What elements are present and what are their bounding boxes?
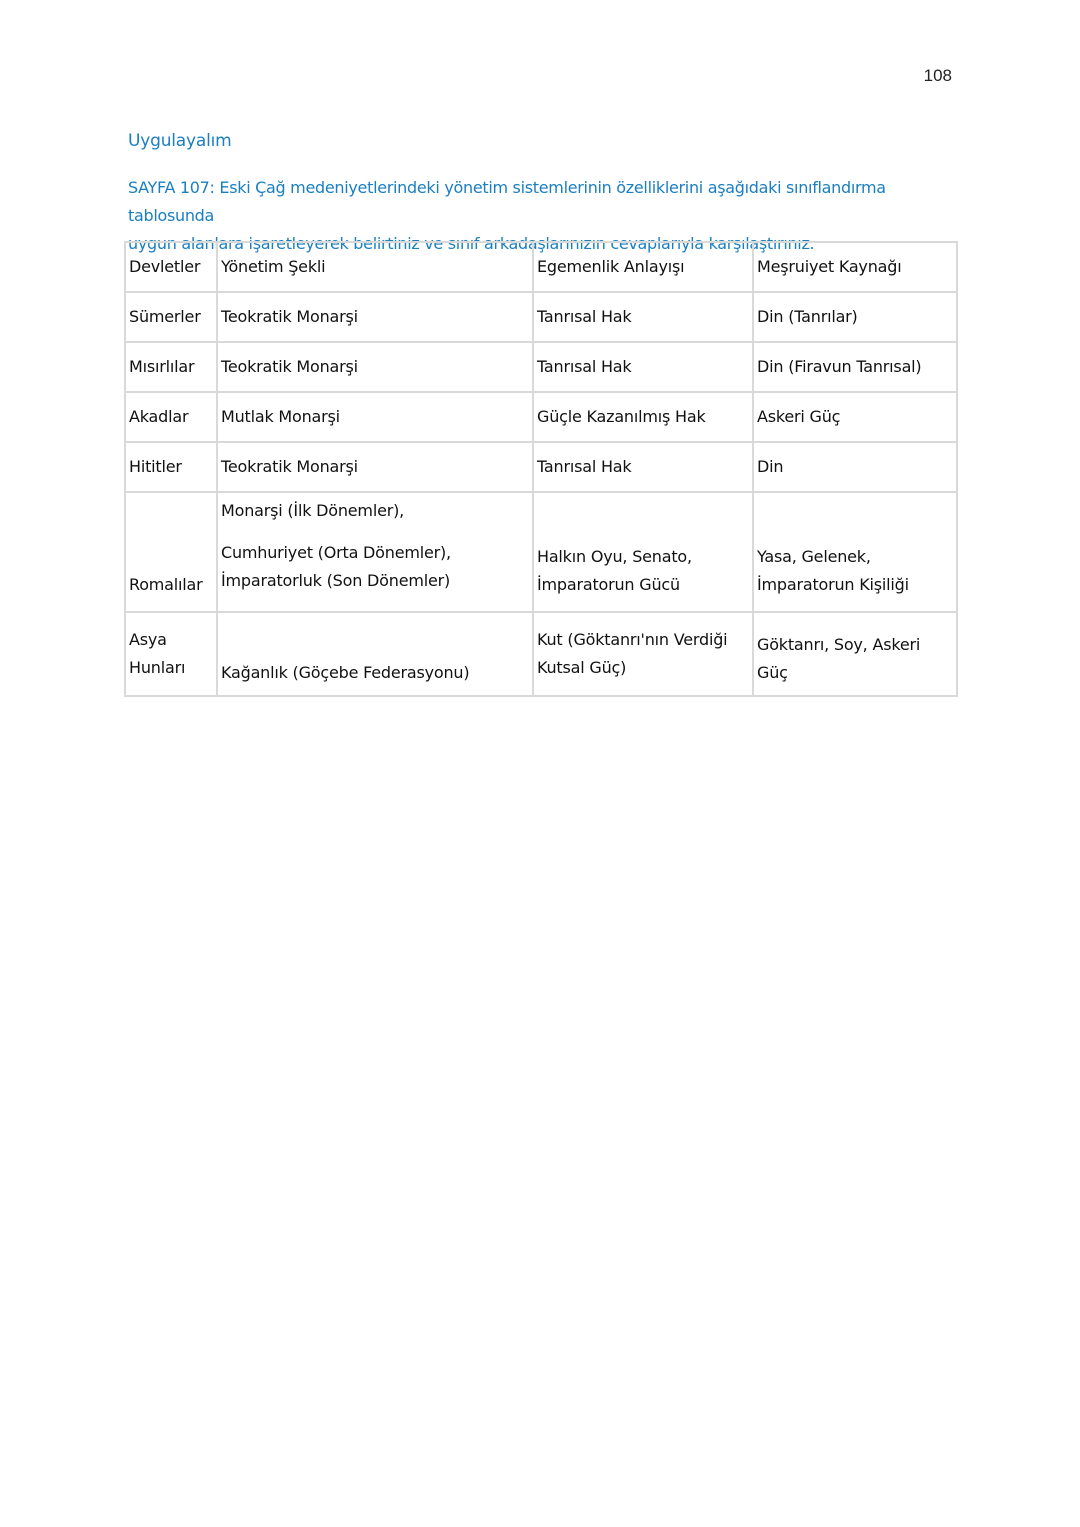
table-cell: Romalılar — [125, 492, 217, 612]
table-row — [125, 292, 957, 342]
table-row-asya-hunlari — [125, 612, 957, 696]
table-cell: Teokratik Monarşi — [217, 442, 533, 492]
table-cell: Akadlar — [125, 392, 217, 442]
table-row — [125, 392, 957, 442]
table-cell: Din — [753, 442, 957, 492]
instruction-line: uygun alanlara işaretleyerek belirtiniz ve sınıf arkadaşlarınızın cevaplarıyla karşılaştırınız. — [128, 234, 815, 253]
cell-line: Asya — [129, 630, 167, 649]
table-cell: Tanrısal Hak — [533, 442, 753, 492]
table-row-romalilar — [125, 492, 957, 612]
government-systems-table — [124, 241, 958, 697]
table-cell: Mısırlılar — [125, 342, 217, 392]
cell-line: Monarşi (İlk Dönemler), — [221, 501, 405, 520]
table-row — [125, 342, 957, 392]
instruction-line: SAYFA 107: Eski Çağ medeniyetlerindeki yönetim sistemlerinin özelliklerini aşağıdaki sınıflandırma tablosunda — [128, 178, 886, 225]
table-cell: Tanrısal Hak — [533, 342, 753, 392]
table-row — [125, 442, 957, 492]
table-cell — [533, 492, 753, 612]
header-cell: Egemenlik Anlayışı — [533, 242, 753, 292]
cell-line: Halkın Oyu, Senato, — [537, 547, 692, 566]
table-header-row — [125, 242, 957, 292]
table-cell: Göktanrı, Soy, Askeri Güç — [753, 612, 957, 696]
table-cell — [217, 492, 533, 612]
table-cell — [753, 492, 957, 612]
table-cell — [125, 612, 217, 696]
header-cell: Meşruiyet Kaynağı — [753, 242, 957, 292]
cell-line: Kut (Göktanrı'nın Verdiği — [537, 630, 728, 649]
cell-line: İmparatorun Gücü — [537, 575, 680, 594]
table-cell — [533, 612, 753, 696]
table-cell: Askeri Güç — [753, 392, 957, 442]
table-cell: Kağanlık (Göçebe Federasyonu) — [217, 612, 533, 696]
cell-line: İmparatorun Kişiliği — [757, 575, 909, 594]
section-title: Uygulayalım — [128, 131, 232, 151]
cell-line: Cumhuriyet (Orta Dönemler), — [221, 543, 451, 562]
page-number: 108 — [923, 66, 952, 85]
table-cell: Sümerler — [125, 292, 217, 342]
table-cell: Mutlak Monarşi — [217, 392, 533, 442]
cell-line: Hunları — [129, 658, 186, 677]
table-cell: Din (Tanrılar) — [753, 292, 957, 342]
cell-line: İmparatorluk (Son Dönemler) — [221, 571, 451, 590]
cell-line: Yasa, Gelenek, — [757, 547, 871, 566]
table-cell: Hititler — [125, 442, 217, 492]
table-cell: Din (Firavun Tanrısal) — [753, 342, 957, 392]
table-cell: Tanrısal Hak — [533, 292, 753, 342]
header-cell: Yönetim Şekli — [217, 242, 533, 292]
table-cell: Teokratik Monarşi — [217, 342, 533, 392]
table-cell: Teokratik Monarşi — [217, 292, 533, 342]
header-cell: Devletler — [125, 242, 217, 292]
cell-line: Kutsal Güç) — [537, 658, 627, 677]
table-cell: Güçle Kazanılmış Hak — [533, 392, 753, 442]
